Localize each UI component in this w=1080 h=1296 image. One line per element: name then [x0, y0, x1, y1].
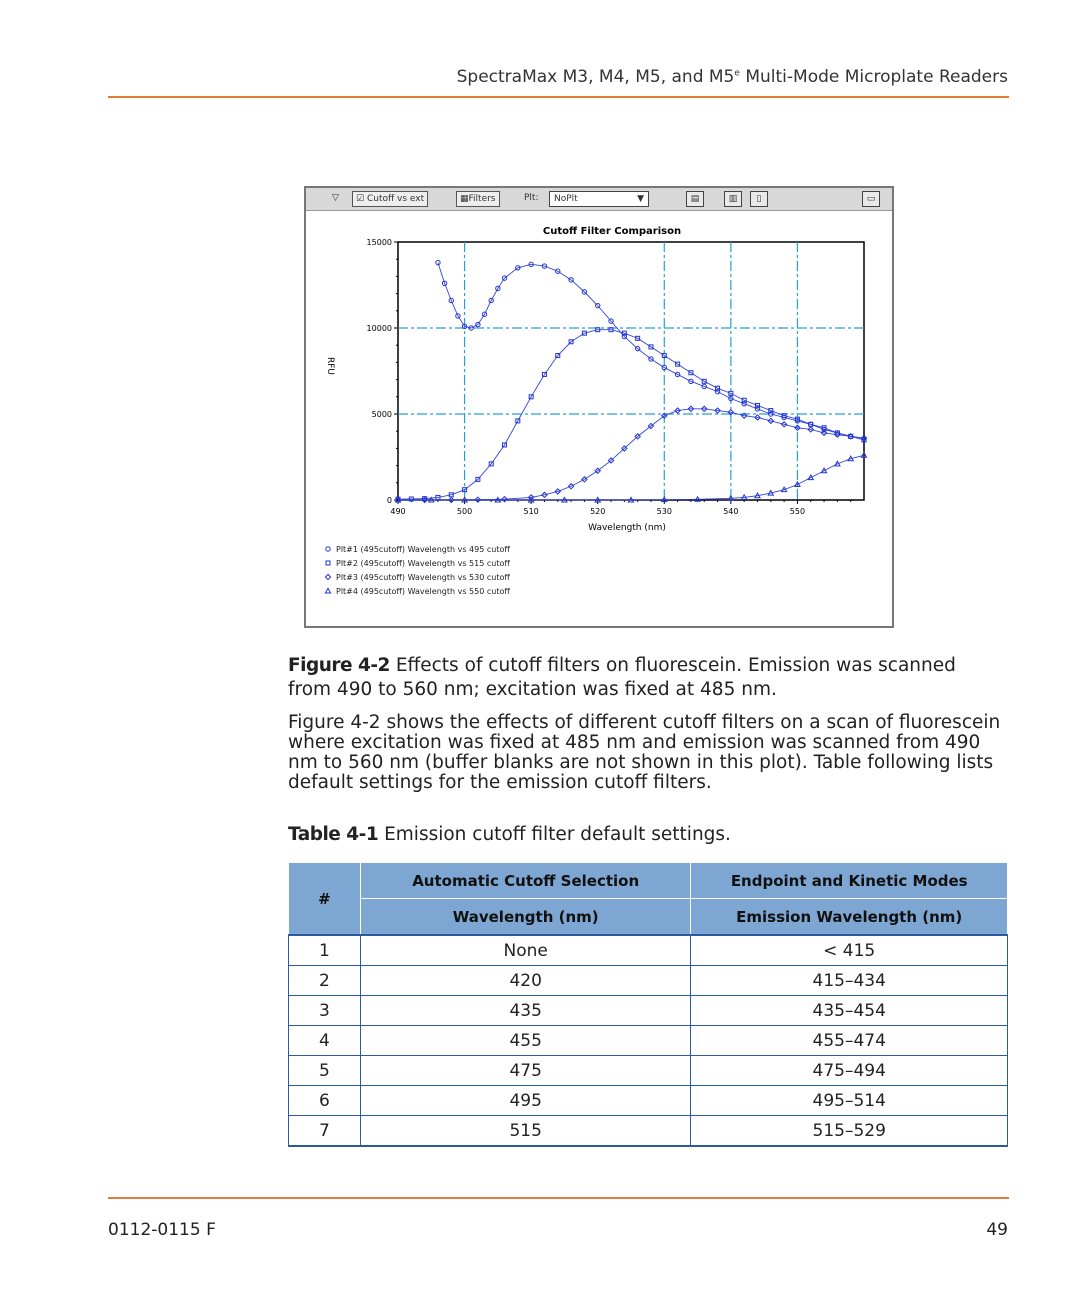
chart-svg [306, 210, 892, 626]
header-emission-wavelength: Emission Wavelength (nm) [691, 899, 1008, 936]
series-line [398, 455, 864, 500]
y-tick-label: 10000 [366, 324, 392, 333]
footer-rule [108, 1197, 1009, 1199]
cutoff-label: Cutoff vs ext [366, 194, 425, 204]
row-number: 1 [289, 935, 361, 966]
series-4 [395, 453, 866, 502]
figure-label: Figure 4-2 [288, 655, 390, 676]
x-tick-label: 500 [456, 507, 473, 516]
row-number: 3 [289, 996, 361, 1026]
header-wavelength: Wavelength (nm) [360, 899, 691, 936]
plot-select-value: NoPlt [554, 194, 578, 204]
cutoff-wavelength: 475 [360, 1056, 691, 1086]
legend-entry [325, 573, 510, 582]
cutoff-wavelength: 420 [360, 966, 691, 996]
y-tick-label: 5000 [371, 410, 392, 419]
cutoff-wavelength: 455 [360, 1026, 691, 1056]
legend-entry [325, 587, 510, 596]
table-row [289, 935, 1008, 966]
figure-caption [288, 654, 1008, 702]
header-number: # [289, 863, 361, 936]
table-row [289, 966, 1008, 996]
chart-title: Cutoff Filter Comparison [542, 226, 682, 237]
data-point [325, 574, 330, 579]
window-resize-icon[interactable]: ▭ [862, 191, 880, 207]
cutoff-wavelength: 515 [360, 1116, 691, 1147]
series-line [438, 263, 864, 440]
legend [325, 545, 510, 596]
legend-label: Plt#3 (495cutoff) Wavelength vs 530 cutoff [336, 573, 510, 582]
table-caption [288, 824, 731, 845]
row-number: 2 [289, 966, 361, 996]
filters-label: Filters [468, 194, 496, 204]
data-point [326, 561, 330, 565]
row-number: 5 [289, 1056, 361, 1086]
emission-wavelength: 495–514 [691, 1086, 1008, 1116]
series-line [398, 409, 864, 500]
text-icon[interactable]: ▯ [750, 191, 768, 207]
table-label: Table 4-1 [288, 824, 379, 845]
emission-wavelength: 415–434 [691, 966, 1008, 996]
legend-label: Plt#2 (495cutoff) Wavelength vs 515 cutoff [336, 559, 510, 568]
cutoff-checkbox[interactable] [352, 191, 428, 207]
plot-frame [398, 242, 864, 500]
data-point [326, 547, 330, 551]
legend-entry [326, 559, 510, 568]
x-tick-label: 490 [390, 507, 406, 516]
emission-wavelength: 515–529 [691, 1116, 1008, 1147]
table-row [289, 1056, 1008, 1086]
bar-chart-icon[interactable]: ▥ [724, 191, 742, 207]
legend-label: Plt#1 (495cutoff) Wavelength vs 495 cutoff [336, 545, 510, 554]
cutoff-settings-table [288, 862, 1008, 1147]
y-axis-label: RFU [325, 356, 335, 376]
emission-wavelength: < 415 [691, 935, 1008, 966]
caption-line-1: Effects of cutoff filters on fluorescein. Emission was scanned [389, 655, 956, 676]
row-number: 4 [289, 1026, 361, 1056]
plot-select[interactable] [549, 191, 649, 207]
x-tick-label: 510 [523, 507, 539, 516]
emission-wavelength: 435–454 [691, 996, 1008, 1026]
emission-wavelength: 475–494 [691, 1056, 1008, 1086]
table-row [289, 1116, 1008, 1147]
x-tick-label: 540 [723, 507, 739, 516]
header-rule [108, 96, 1009, 98]
table-row [289, 1086, 1008, 1116]
x-tick-label: 530 [656, 507, 672, 516]
row-number: 7 [289, 1116, 361, 1147]
body-paragraph: Figure 4-2 shows the effects of different cutoff filters on a scan of fluorescein where excitation was fixed at 485 nm and emission was scanned from 490 nm to 560 nm (buffer blanks are not shown in this plot). Table following lists default settings for the emission cutoff filters. [288, 712, 1001, 793]
cutoff-wavelength: None [360, 935, 691, 966]
document-number: 0112-0115 F [108, 1220, 216, 1240]
filters-icon: ▦ [460, 194, 469, 204]
page-number: 49 [986, 1220, 1008, 1240]
cutoff-wavelength: 495 [360, 1086, 691, 1116]
legend-entry [326, 545, 511, 554]
plot-label: Plt: [524, 193, 539, 203]
table-row [289, 1026, 1008, 1056]
data-point [325, 588, 330, 593]
running-header: SpectraMax M3, M4, M5, and M5e Multi-Mode Microplate Readers [456, 67, 1008, 87]
check-icon: ☑ [356, 194, 365, 204]
table-body [289, 935, 1008, 1146]
table-row [289, 996, 1008, 1026]
y-tick-label: 0 [386, 496, 392, 505]
color-palette-icon[interactable]: ▤ [686, 191, 704, 207]
table-caption-text: Emission cutoff filter default settings. [378, 824, 731, 845]
series-1 [436, 260, 866, 442]
emission-wavelength: 455–474 [691, 1026, 1008, 1056]
row-number: 6 [289, 1086, 361, 1116]
chart-window [304, 186, 894, 628]
x-axis-label: Wavelength (nm) [588, 523, 666, 533]
chevron-down-icon: ▼ [637, 194, 644, 204]
header-endpoint-kinetic: Endpoint and Kinetic Modes [691, 863, 1008, 899]
x-tick-label: 520 [590, 507, 606, 516]
plot-area [367, 238, 867, 516]
header-automatic-cutoff: Automatic Cutoff Selection [360, 863, 691, 899]
dropdown-triangle-icon[interactable]: ▽ [332, 193, 339, 203]
caption-line-2: from 490 to 560 nm; excitation was fixed at 485 nm. [288, 679, 777, 700]
x-tick-label: 550 [789, 507, 806, 516]
legend-label: Plt#4 (495cutoff) Wavelength vs 550 cutoff [336, 587, 510, 596]
chart-toolbar [306, 188, 892, 211]
cutoff-wavelength: 435 [360, 996, 691, 1026]
filters-button[interactable] [456, 191, 500, 207]
y-tick-label: 15000 [366, 238, 392, 247]
